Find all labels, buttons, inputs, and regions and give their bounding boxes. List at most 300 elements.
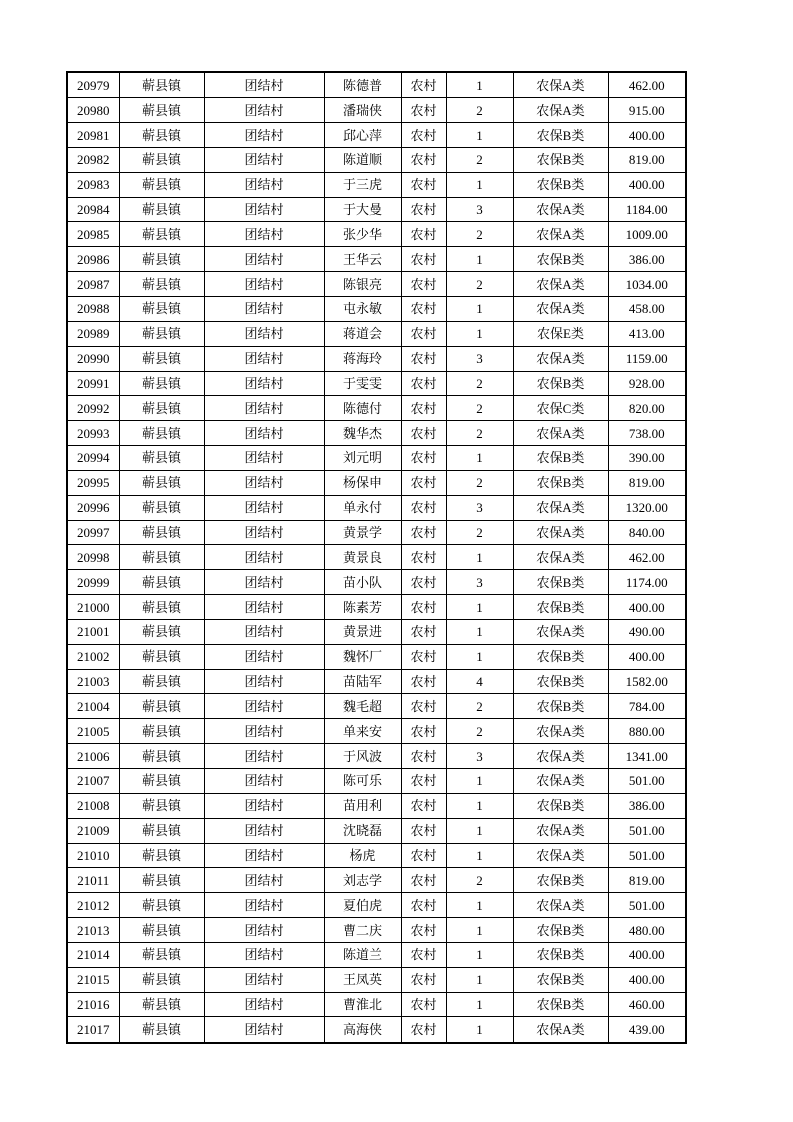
amount-cell: 501.00 (608, 893, 686, 918)
name-cell: 于雯雯 (324, 371, 401, 396)
count-cell: 2 (446, 98, 513, 123)
name-cell: 魏毛超 (324, 694, 401, 719)
type-cell: 农村 (401, 669, 446, 694)
count-cell: 1 (446, 123, 513, 148)
count-cell: 3 (446, 495, 513, 520)
village-cell: 团结村 (204, 942, 324, 967)
count-cell: 2 (446, 272, 513, 297)
type-cell: 农村 (401, 396, 446, 421)
amount-cell: 1582.00 (608, 669, 686, 694)
category-cell: 农保B类 (513, 147, 608, 172)
category-cell: 农保A类 (513, 222, 608, 247)
table-row (67, 495, 686, 520)
village-cell: 团结村 (204, 421, 324, 446)
table-row (67, 669, 686, 694)
village-cell: 团结村 (204, 769, 324, 794)
category-cell: 农保A类 (513, 346, 608, 371)
town-cell: 蕲县镇 (119, 446, 204, 471)
category-cell: 农保A类 (513, 72, 608, 98)
type-cell: 农村 (401, 346, 446, 371)
count-cell: 3 (446, 570, 513, 595)
name-cell: 苗用利 (324, 793, 401, 818)
town-cell: 蕲县镇 (119, 918, 204, 943)
table-row (67, 694, 686, 719)
amount-cell: 501.00 (608, 818, 686, 843)
town-cell: 蕲县镇 (119, 172, 204, 197)
amount-cell: 1159.00 (608, 346, 686, 371)
type-cell: 农村 (401, 793, 446, 818)
type-cell: 农村 (401, 570, 446, 595)
serial-cell: 20995 (67, 470, 119, 495)
serial-cell: 20981 (67, 123, 119, 148)
count-cell: 3 (446, 197, 513, 222)
town-cell: 蕲县镇 (119, 147, 204, 172)
table-row (67, 868, 686, 893)
town-cell: 蕲县镇 (119, 868, 204, 893)
name-cell: 曹淮北 (324, 992, 401, 1017)
type-cell: 农村 (401, 967, 446, 992)
count-cell: 1 (446, 296, 513, 321)
category-cell: 农保A类 (513, 272, 608, 297)
category-cell: 农保B类 (513, 644, 608, 669)
count-cell: 1 (446, 72, 513, 98)
count-cell: 1 (446, 818, 513, 843)
type-cell: 农村 (401, 421, 446, 446)
village-cell: 团结村 (204, 222, 324, 247)
serial-cell: 20985 (67, 222, 119, 247)
village-cell: 团结村 (204, 296, 324, 321)
table-row (67, 918, 686, 943)
serial-cell: 20997 (67, 520, 119, 545)
serial-cell: 21009 (67, 818, 119, 843)
name-cell: 刘志学 (324, 868, 401, 893)
category-cell: 农保B类 (513, 868, 608, 893)
amount-cell: 462.00 (608, 72, 686, 98)
village-cell: 团结村 (204, 272, 324, 297)
village-cell: 团结村 (204, 793, 324, 818)
type-cell: 农村 (401, 619, 446, 644)
table-row (67, 346, 686, 371)
type-cell: 农村 (401, 1017, 446, 1043)
name-cell: 于大曼 (324, 197, 401, 222)
amount-cell: 386.00 (608, 247, 686, 272)
name-cell: 单永付 (324, 495, 401, 520)
name-cell: 夏伯虎 (324, 893, 401, 918)
amount-cell: 784.00 (608, 694, 686, 719)
count-cell: 1 (446, 595, 513, 620)
roster-table (66, 71, 687, 1044)
town-cell: 蕲县镇 (119, 371, 204, 396)
name-cell: 曹二庆 (324, 918, 401, 943)
village-cell: 团结村 (204, 669, 324, 694)
town-cell: 蕲县镇 (119, 967, 204, 992)
type-cell: 农村 (401, 843, 446, 868)
count-cell: 1 (446, 247, 513, 272)
amount-cell: 501.00 (608, 843, 686, 868)
table-row (67, 123, 686, 148)
village-cell: 团结村 (204, 197, 324, 222)
category-cell: 农保B类 (513, 967, 608, 992)
village-cell: 团结村 (204, 694, 324, 719)
category-cell: 农保A类 (513, 495, 608, 520)
name-cell: 杨虎 (324, 843, 401, 868)
category-cell: 农保A类 (513, 197, 608, 222)
town-cell: 蕲县镇 (119, 396, 204, 421)
village-cell: 团结村 (204, 644, 324, 669)
serial-cell: 21002 (67, 644, 119, 669)
town-cell: 蕲县镇 (119, 793, 204, 818)
category-cell: 农保A类 (513, 421, 608, 446)
name-cell: 刘元明 (324, 446, 401, 471)
count-cell: 1 (446, 619, 513, 644)
category-cell: 农保E类 (513, 321, 608, 346)
village-cell: 团结村 (204, 172, 324, 197)
serial-cell: 21004 (67, 694, 119, 719)
table-row (67, 644, 686, 669)
count-cell: 2 (446, 421, 513, 446)
town-cell: 蕲县镇 (119, 272, 204, 297)
name-cell: 潘瑞侠 (324, 98, 401, 123)
amount-cell: 819.00 (608, 147, 686, 172)
serial-cell: 21012 (67, 893, 119, 918)
category-cell: 农保A类 (513, 843, 608, 868)
amount-cell: 1341.00 (608, 744, 686, 769)
serial-cell: 21003 (67, 669, 119, 694)
serial-cell: 21011 (67, 868, 119, 893)
category-cell: 农保A类 (513, 744, 608, 769)
category-cell: 农保A类 (513, 818, 608, 843)
table-row (67, 247, 686, 272)
name-cell: 沈晓磊 (324, 818, 401, 843)
serial-cell: 20983 (67, 172, 119, 197)
town-cell: 蕲县镇 (119, 719, 204, 744)
village-cell: 团结村 (204, 744, 324, 769)
type-cell: 农村 (401, 868, 446, 893)
type-cell: 农村 (401, 719, 446, 744)
village-cell: 团结村 (204, 247, 324, 272)
count-cell: 1 (446, 843, 513, 868)
count-cell: 1 (446, 769, 513, 794)
amount-cell: 462.00 (608, 545, 686, 570)
town-cell: 蕲县镇 (119, 346, 204, 371)
table-row (67, 470, 686, 495)
serial-cell: 20993 (67, 421, 119, 446)
count-cell: 4 (446, 669, 513, 694)
village-cell: 团结村 (204, 321, 324, 346)
type-cell: 农村 (401, 520, 446, 545)
type-cell: 农村 (401, 321, 446, 346)
amount-cell: 386.00 (608, 793, 686, 818)
category-cell: 农保A类 (513, 619, 608, 644)
name-cell: 蒋海玲 (324, 346, 401, 371)
village-cell: 团结村 (204, 818, 324, 843)
serial-cell: 20992 (67, 396, 119, 421)
amount-cell: 738.00 (608, 421, 686, 446)
name-cell: 王凤英 (324, 967, 401, 992)
table-row (67, 446, 686, 471)
count-cell: 1 (446, 992, 513, 1017)
type-cell: 农村 (401, 644, 446, 669)
table-row (67, 421, 686, 446)
count-cell: 2 (446, 147, 513, 172)
amount-cell: 460.00 (608, 992, 686, 1017)
town-cell: 蕲县镇 (119, 72, 204, 98)
town-cell: 蕲县镇 (119, 619, 204, 644)
village-cell: 团结村 (204, 918, 324, 943)
count-cell: 1 (446, 1017, 513, 1043)
town-cell: 蕲县镇 (119, 421, 204, 446)
type-cell: 农村 (401, 98, 446, 123)
name-cell: 单来安 (324, 719, 401, 744)
town-cell: 蕲县镇 (119, 570, 204, 595)
table-body (67, 72, 686, 1043)
amount-cell: 400.00 (608, 942, 686, 967)
count-cell: 2 (446, 470, 513, 495)
type-cell: 农村 (401, 147, 446, 172)
amount-cell: 819.00 (608, 868, 686, 893)
count-cell: 3 (446, 744, 513, 769)
amount-cell: 480.00 (608, 918, 686, 943)
name-cell: 苗小队 (324, 570, 401, 595)
name-cell: 黄景进 (324, 619, 401, 644)
category-cell: 农保B类 (513, 123, 608, 148)
count-cell: 1 (446, 918, 513, 943)
table-row (67, 595, 686, 620)
serial-cell: 21000 (67, 595, 119, 620)
table-row (67, 520, 686, 545)
table-row (67, 818, 686, 843)
town-cell: 蕲县镇 (119, 644, 204, 669)
count-cell: 1 (446, 321, 513, 346)
table-row (67, 769, 686, 794)
town-cell: 蕲县镇 (119, 520, 204, 545)
category-cell: 农保B类 (513, 570, 608, 595)
table-row (67, 793, 686, 818)
name-cell: 于三虎 (324, 172, 401, 197)
town-cell: 蕲县镇 (119, 595, 204, 620)
town-cell: 蕲县镇 (119, 545, 204, 570)
name-cell: 杨保申 (324, 470, 401, 495)
amount-cell: 439.00 (608, 1017, 686, 1043)
type-cell: 农村 (401, 247, 446, 272)
town-cell: 蕲县镇 (119, 843, 204, 868)
village-cell: 团结村 (204, 495, 324, 520)
table-row (67, 942, 686, 967)
amount-cell: 820.00 (608, 396, 686, 421)
serial-cell: 20998 (67, 545, 119, 570)
table-row (67, 893, 686, 918)
table-row (67, 98, 686, 123)
amount-cell: 400.00 (608, 172, 686, 197)
village-cell: 团结村 (204, 843, 324, 868)
count-cell: 2 (446, 371, 513, 396)
category-cell: 农保B类 (513, 470, 608, 495)
town-cell: 蕲县镇 (119, 247, 204, 272)
category-cell: 农保A类 (513, 545, 608, 570)
serial-cell: 21015 (67, 967, 119, 992)
village-cell: 团结村 (204, 147, 324, 172)
amount-cell: 400.00 (608, 595, 686, 620)
type-cell: 农村 (401, 769, 446, 794)
table-row (67, 197, 686, 222)
table-row (67, 619, 686, 644)
name-cell: 高海侠 (324, 1017, 401, 1043)
category-cell: 农保B类 (513, 992, 608, 1017)
town-cell: 蕲县镇 (119, 942, 204, 967)
table-row (67, 719, 686, 744)
table-row (67, 570, 686, 595)
village-cell: 团结村 (204, 520, 324, 545)
amount-cell: 819.00 (608, 470, 686, 495)
count-cell: 2 (446, 396, 513, 421)
count-cell: 1 (446, 967, 513, 992)
amount-cell: 928.00 (608, 371, 686, 396)
town-cell: 蕲县镇 (119, 818, 204, 843)
type-cell: 农村 (401, 818, 446, 843)
table-row (67, 147, 686, 172)
type-cell: 农村 (401, 172, 446, 197)
type-cell: 农村 (401, 123, 446, 148)
name-cell: 邱心萍 (324, 123, 401, 148)
village-cell: 团结村 (204, 967, 324, 992)
town-cell: 蕲县镇 (119, 470, 204, 495)
town-cell: 蕲县镇 (119, 744, 204, 769)
village-cell: 团结村 (204, 123, 324, 148)
town-cell: 蕲县镇 (119, 893, 204, 918)
serial-cell: 20979 (67, 72, 119, 98)
type-cell: 农村 (401, 371, 446, 396)
serial-cell: 21005 (67, 719, 119, 744)
village-cell: 团结村 (204, 545, 324, 570)
category-cell: 农保B类 (513, 595, 608, 620)
amount-cell: 880.00 (608, 719, 686, 744)
town-cell: 蕲县镇 (119, 296, 204, 321)
table-row (67, 992, 686, 1017)
category-cell: 农保B类 (513, 669, 608, 694)
town-cell: 蕲县镇 (119, 769, 204, 794)
amount-cell: 400.00 (608, 967, 686, 992)
town-cell: 蕲县镇 (119, 222, 204, 247)
village-cell: 团结村 (204, 346, 324, 371)
amount-cell: 1034.00 (608, 272, 686, 297)
village-cell: 团结村 (204, 98, 324, 123)
table-row (67, 1017, 686, 1043)
town-cell: 蕲县镇 (119, 321, 204, 346)
table-row (67, 222, 686, 247)
table-row (67, 72, 686, 98)
village-cell: 团结村 (204, 72, 324, 98)
village-cell: 团结村 (204, 893, 324, 918)
town-cell: 蕲县镇 (119, 495, 204, 520)
serial-cell: 21006 (67, 744, 119, 769)
table-row (67, 967, 686, 992)
village-cell: 团结村 (204, 1017, 324, 1043)
category-cell: 农保B类 (513, 918, 608, 943)
town-cell: 蕲县镇 (119, 669, 204, 694)
category-cell: 农保A类 (513, 520, 608, 545)
table-row (67, 744, 686, 769)
serial-cell: 21016 (67, 992, 119, 1017)
serial-cell: 21008 (67, 793, 119, 818)
serial-cell: 21001 (67, 619, 119, 644)
table-row (67, 545, 686, 570)
count-cell: 2 (446, 868, 513, 893)
table-row (67, 296, 686, 321)
category-cell: 农保B类 (513, 942, 608, 967)
name-cell: 黄景良 (324, 545, 401, 570)
name-cell: 于风波 (324, 744, 401, 769)
type-cell: 农村 (401, 296, 446, 321)
category-cell: 农保A类 (513, 769, 608, 794)
table-row (67, 321, 686, 346)
count-cell: 2 (446, 520, 513, 545)
amount-cell: 915.00 (608, 98, 686, 123)
count-cell: 2 (446, 719, 513, 744)
type-cell: 农村 (401, 992, 446, 1017)
serial-cell: 20986 (67, 247, 119, 272)
type-cell: 农村 (401, 893, 446, 918)
name-cell: 陈素芳 (324, 595, 401, 620)
serial-cell: 21013 (67, 918, 119, 943)
table-row (67, 272, 686, 297)
name-cell: 陈德付 (324, 396, 401, 421)
category-cell: 农保B类 (513, 172, 608, 197)
type-cell: 农村 (401, 272, 446, 297)
type-cell: 农村 (401, 918, 446, 943)
amount-cell: 390.00 (608, 446, 686, 471)
name-cell: 黄景学 (324, 520, 401, 545)
village-cell: 团结村 (204, 719, 324, 744)
type-cell: 农村 (401, 744, 446, 769)
serial-cell: 21010 (67, 843, 119, 868)
amount-cell: 1174.00 (608, 570, 686, 595)
village-cell: 团结村 (204, 619, 324, 644)
category-cell: 农保B类 (513, 247, 608, 272)
serial-cell: 20989 (67, 321, 119, 346)
type-cell: 农村 (401, 446, 446, 471)
count-cell: 1 (446, 545, 513, 570)
count-cell: 3 (446, 346, 513, 371)
town-cell: 蕲县镇 (119, 197, 204, 222)
amount-cell: 840.00 (608, 520, 686, 545)
name-cell: 张少华 (324, 222, 401, 247)
amount-cell: 1184.00 (608, 197, 686, 222)
count-cell: 2 (446, 694, 513, 719)
count-cell: 1 (446, 793, 513, 818)
town-cell: 蕲县镇 (119, 694, 204, 719)
serial-cell: 20990 (67, 346, 119, 371)
amount-cell: 458.00 (608, 296, 686, 321)
name-cell: 陈可乐 (324, 769, 401, 794)
category-cell: 农保A类 (513, 893, 608, 918)
serial-cell: 20991 (67, 371, 119, 396)
table-row (67, 371, 686, 396)
count-cell: 1 (446, 172, 513, 197)
category-cell: 农保B类 (513, 793, 608, 818)
type-cell: 农村 (401, 595, 446, 620)
town-cell: 蕲县镇 (119, 98, 204, 123)
table-row (67, 843, 686, 868)
name-cell: 陈道兰 (324, 942, 401, 967)
serial-cell: 21007 (67, 769, 119, 794)
amount-cell: 490.00 (608, 619, 686, 644)
serial-cell: 20988 (67, 296, 119, 321)
village-cell: 团结村 (204, 868, 324, 893)
village-cell: 团结村 (204, 396, 324, 421)
amount-cell: 1320.00 (608, 495, 686, 520)
serial-cell: 20994 (67, 446, 119, 471)
type-cell: 农村 (401, 545, 446, 570)
